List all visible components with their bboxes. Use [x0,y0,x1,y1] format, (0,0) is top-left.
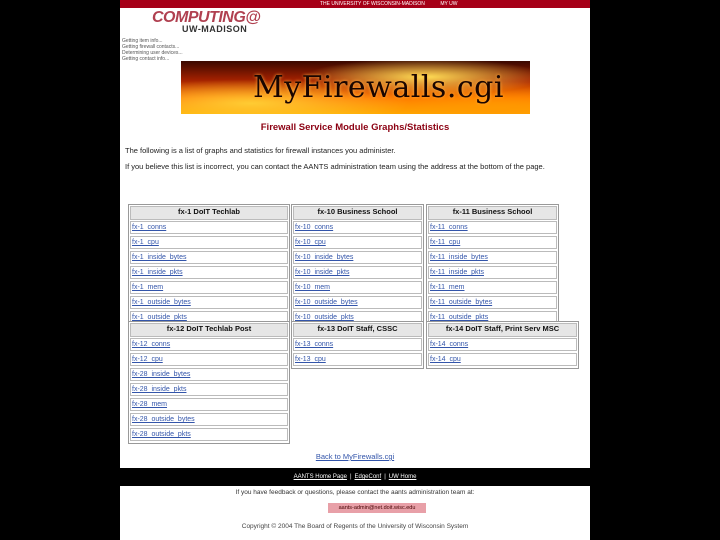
graph-link[interactable]: fx-1_conns [130,221,288,234]
fire-banner [181,61,530,114]
status-line: Getting firewall contacts... [122,44,180,50]
logo-line2: UW-MADISON [182,24,248,34]
graph-link[interactable]: fx-11_mem [428,281,557,294]
graph-link[interactable]: fx-28_outside_pkts [130,428,288,441]
intro-paragraph: The following is a list of graphs and statistics for firewall instances you administer. [125,146,396,155]
graph-link[interactable]: fx-28_outside_bytes [130,413,288,426]
graph-link[interactable]: fx-28_inside_bytes [130,368,288,381]
graph-link[interactable]: fx-1_mem [130,281,288,294]
nav-separator: | [349,474,352,480]
status-line: Determining user devices... [122,50,183,56]
group-title: fx-13 DoIT Staff, CSSC [293,323,422,337]
graph-link[interactable]: fx-11_cpu [428,236,557,249]
feedback-text: If you have feedback or questions, please contact the aants administration team at: [235,489,475,496]
graph-link[interactable]: fx-1_outside_pkts [130,311,288,324]
firewall-group [128,321,290,444]
group-title: fx-1 DoIT Techlab [130,206,288,220]
footer-nav [120,468,590,486]
graph-link[interactable]: fx-10_inside_bytes [293,251,422,264]
banner-title: MyFirewalls.cgi [253,70,504,105]
graph-link[interactable]: fx-12_cpu [130,353,288,366]
graph-link[interactable]: fx-1_inside_bytes [130,251,288,264]
group-title: fx-14 DoIT Staff, Print Serv MSC [428,323,577,337]
group-title: fx-11 Business School [428,206,557,220]
group-title: fx-12 DoIT Techlab Post [130,323,288,337]
graph-link[interactable]: fx-28_inside_pkts [130,383,288,396]
graph-link[interactable]: fx-10_inside_pkts [293,266,422,279]
computing-logo[interactable] [144,9,304,39]
graph-link[interactable]: fx-10_cpu [293,236,422,249]
group-title: fx-10 Business School [293,206,422,220]
firewall-group [291,321,424,369]
graph-link[interactable]: fx-1_inside_pkts [130,266,288,279]
admin-email-link[interactable]: aants-admin@net.doit.wisc.edu [328,503,426,513]
firewall-group [128,204,290,327]
graph-link[interactable]: fx-11_inside_bytes [428,251,557,264]
status-line: Getting item info... [122,38,163,44]
page [120,0,590,540]
graph-link[interactable]: fx-11_conns [428,221,557,234]
graph-link[interactable]: fx-10_mem [293,281,422,294]
firewall-group [426,321,579,369]
graph-link[interactable]: fx-1_cpu [130,236,288,249]
edgeconf-link[interactable]: EdgeConf [354,474,382,480]
graph-link[interactable]: fx-1_outside_bytes [130,296,288,309]
status-line: Getting contact info... [122,56,170,62]
nav-separator: | [384,474,386,480]
graph-link[interactable]: fx-14_cpu [428,353,577,366]
graph-link[interactable]: fx-12_conns [130,338,288,351]
status-messages [122,38,183,62]
graph-link[interactable]: fx-11_outside_bytes [428,296,557,309]
intro-paragraph: If you believe this list is incorrect, you can contact the AANTS administration team using the address at the bottom of the page. [125,162,545,171]
graph-link[interactable]: fx-11_outside_pkts [428,311,557,324]
graph-link[interactable]: fx-13_cpu [293,353,422,366]
graph-link[interactable]: fx-10_conns [293,221,422,234]
aants-home-link[interactable]: AANTS Home Page [293,474,347,480]
firewall-group [426,204,559,327]
graph-link[interactable]: fx-14_conns [428,338,577,351]
back-link[interactable]: Back to MyFirewalls.cgi [315,452,395,461]
copyright-text: Copyright © 2004 The Board of Regents of the University of Wisconsin System [241,523,469,530]
graph-link[interactable]: fx-10_outside_pkts [293,311,422,324]
logo-line1: COMPUTING@ [152,9,261,26]
firewall-group [291,204,424,327]
graph-link[interactable]: fx-28_mem [130,398,288,411]
university-link[interactable]: THE UNIVERSITY OF WISCONSIN-MADISON [320,1,425,7]
top-bar [120,0,590,8]
page-title: Firewall Service Module Graphs/Statistics [260,122,450,133]
my-uw-link[interactable]: MY UW [440,1,458,7]
graph-link[interactable]: fx-10_outside_bytes [293,296,422,309]
graph-link[interactable]: fx-13_conns [293,338,422,351]
top-links [320,0,471,8]
uw-home-link[interactable]: UW Home [388,474,417,480]
graph-link[interactable]: fx-11_inside_pkts [428,266,557,279]
